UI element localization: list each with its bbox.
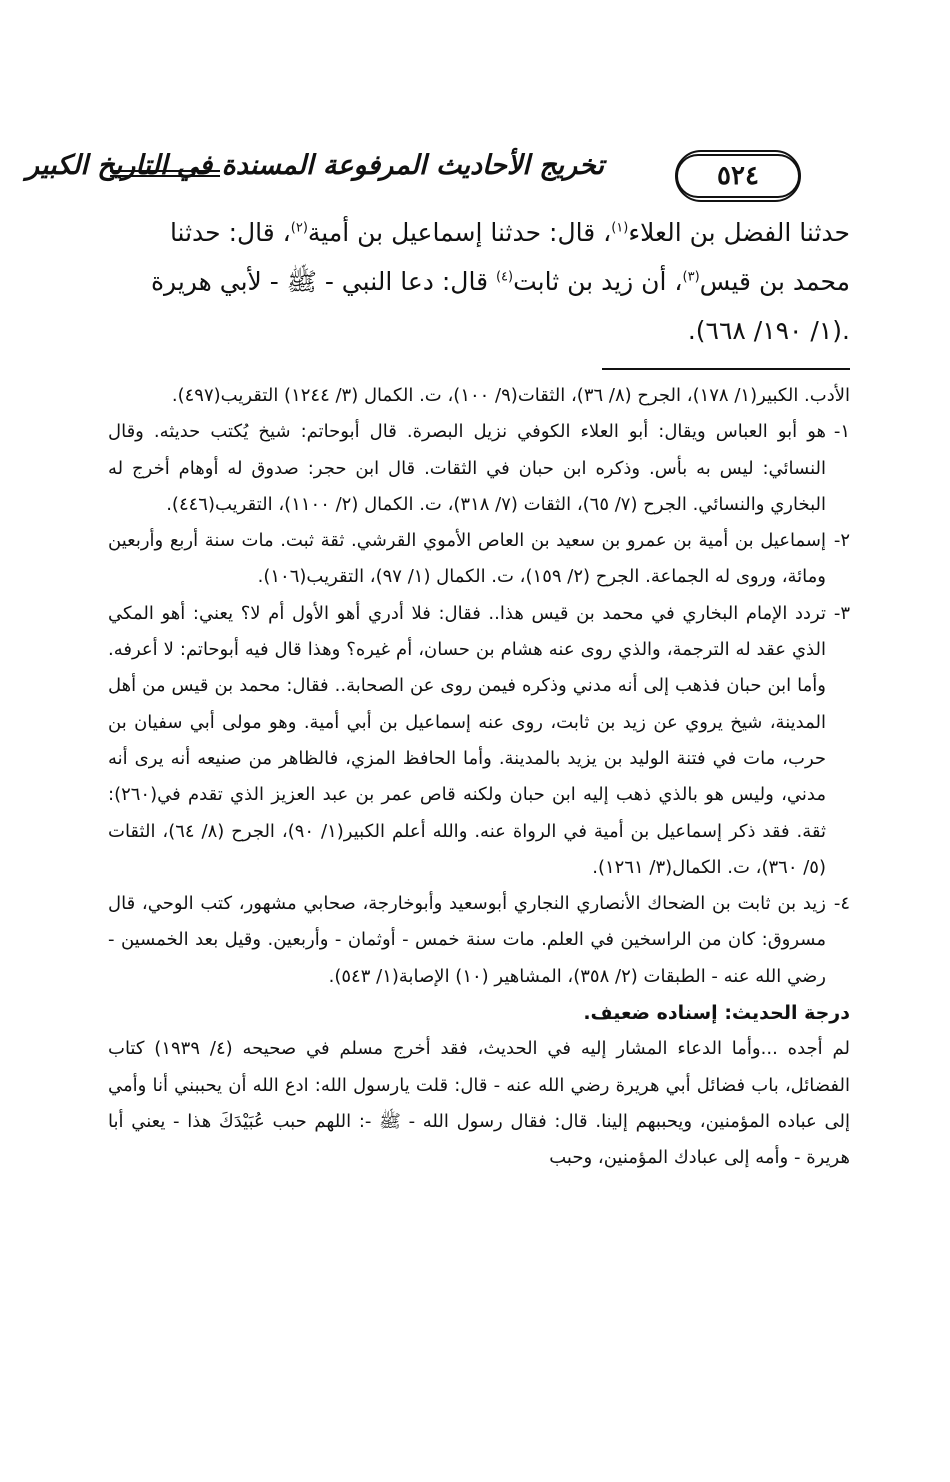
footnote-ref-3[interactable]: (٣) xyxy=(682,269,700,285)
footnote-4: ٤- زيد بن ثابت بن الضحاك الأنصاري النجاري أبوسعيد وأبوخارجة، صحابي مشهور، كتب الوحي، قال مسروق: كان من الراسخين في العلم. مات سنة خمس - أوثمان - وأربعين. وقيل بعد الخمسين - رضي الله عنه - الطبقات (٢/ ٣٥٨)، المشاهير (١٠) الإصابة(١/ ٥٤٣). xyxy=(108,886,850,995)
footnote-ref-4[interactable]: (٤) xyxy=(495,269,514,285)
footnote-2: ٢- إسماعيل بن أمية بن عمرو بن سعيد بن العاص الأموي القرشي. ثقة ثبت. مات سنة أربع وأربعين ومائة، وروى له الجماعة. الجرح (٢/ ١٥٩)، ت. الكمال (١/ ٩٧)، التقريب(١٠٦). xyxy=(108,523,850,596)
main-line-2: محمد بن قيس$^{(٣)}$، أن زيد بن ثابت$^{(٤)}$ قال: دعا النبي - ﷺ - لأبي هريرة xyxy=(150,267,850,296)
footnote-3: ٣- تردد الإمام البخاري في محمد بن قيس هذا.. فقال: فلا أدري أهو الأول أم لا؟ يعني: أهو المكي الذي عقد له الترجمة، والذي روى عنه هشام بن حسان، أم غيره؟ وهذا قال فيه أبوحاتم: لا أعرفه. وأما ابن حبان فذهب إلى أنه مدني وذكره فيمن روى عن الصحابة.. فقال: محمد بن قيس من أهل المدينة، شيخ يروي عن زيد بن ثابت، روى عنه إسماعيل بن أبي أمية. وهو مولى أبي سفيان بن حرب، مات في فتنة الوليد بن يزيد بالمدينة. وأما الحافظ المزي، فالظاهر من صنيعه أنه يرى أنه مدني، وليس هو بالذي ذهب إليه ابن حبان ولكنه قاص عمر بن عبد العزيز الذي تقدم في(٢٦٠): ثقة. فقد ذكر إسماعيل بن أمية في الرواة عنه. والله أعلم الكبير(١/ ٩٠)، الجرح (٨/ ٦٤)، الثقات (٥/ ٣٦٠)، ت. الكمال(٣/ ١٢٦١). xyxy=(108,596,850,886)
grade-discussion: لم أجده ...وأما الدعاء المشار إليه في الحديث، فقد أخرج مسلم في صحيحه (٤/ ١٩٣٩) كتاب الفضائل، باب فضائل أبي هريرة رضي الله عنه - قال: قلت يارسول الله: ادع الله أن يحببني أنا وأمي إلى عباده المؤمنين، ويحببهم إلينا. قال: فقال رسول الله - ﷺ -: اللهم حبب عُبَيْدَكَ هذا - يعني أبا هريرة - وأمه إلى عبادك المؤمنين، وحبب xyxy=(108,1038,850,1169)
footnote-separator xyxy=(602,368,850,370)
hadith-text xyxy=(105,208,850,355)
footnote-1: ١- هو أبو العباس ويقال: أبو العلاء الكوفي نزيل البصرة. قال أبوحاتم: شيخ يُكتب حديثه. وقال النسائي: ليس به بأس. وذكره ابن حبان في الثقات. قال ابن حجر: صدوق له أوهام أخرج له البخاري والنسائي. الجرح (٧/ ٦٥)، الثقات (٧/ ٣١٨)، ت. الكمال (٢/ ١١٠٠)، التقريب(٤٤٦). xyxy=(108,414,850,523)
footnote-number: ٣- xyxy=(833,602,850,624)
footnotes xyxy=(108,378,850,1177)
main-line-1: حدثنا الفضل بن العلاء$^{(١)}$، قال: حدثنا إسماعيل بن أمية$^{(٢)}$، قال: حدثنا xyxy=(169,218,850,247)
main-line-3: .(١/ ١٩٠/ ٦٦٨). xyxy=(687,316,850,345)
running-header xyxy=(26,148,850,202)
footnote-number: ١- xyxy=(833,421,850,443)
header-title: تخريج الأحاديث المرفوعة المسندة في التاريخ الكبير xyxy=(26,150,604,181)
footnote-number: ٢- xyxy=(833,530,850,552)
footnote-number: ٤- xyxy=(833,893,850,915)
page-number-badge: ٥٢٤ xyxy=(676,154,800,198)
footnote-ref-1[interactable]: (١) xyxy=(611,220,629,236)
footnote-continuation: الأدب. الكبير(١/ ١٧٨)، الجرح (٨/ ٣٦)، الثقات(٩/ ١٠٠)، ت. الكمال (٣/ ١٢٤٤) التقريب(٤٩٧). xyxy=(171,385,850,406)
hadith-grade: درجة الحديث: إسناده ضعيف. xyxy=(583,1002,850,1025)
footnote-ref-2[interactable]: (٢) xyxy=(290,220,308,236)
